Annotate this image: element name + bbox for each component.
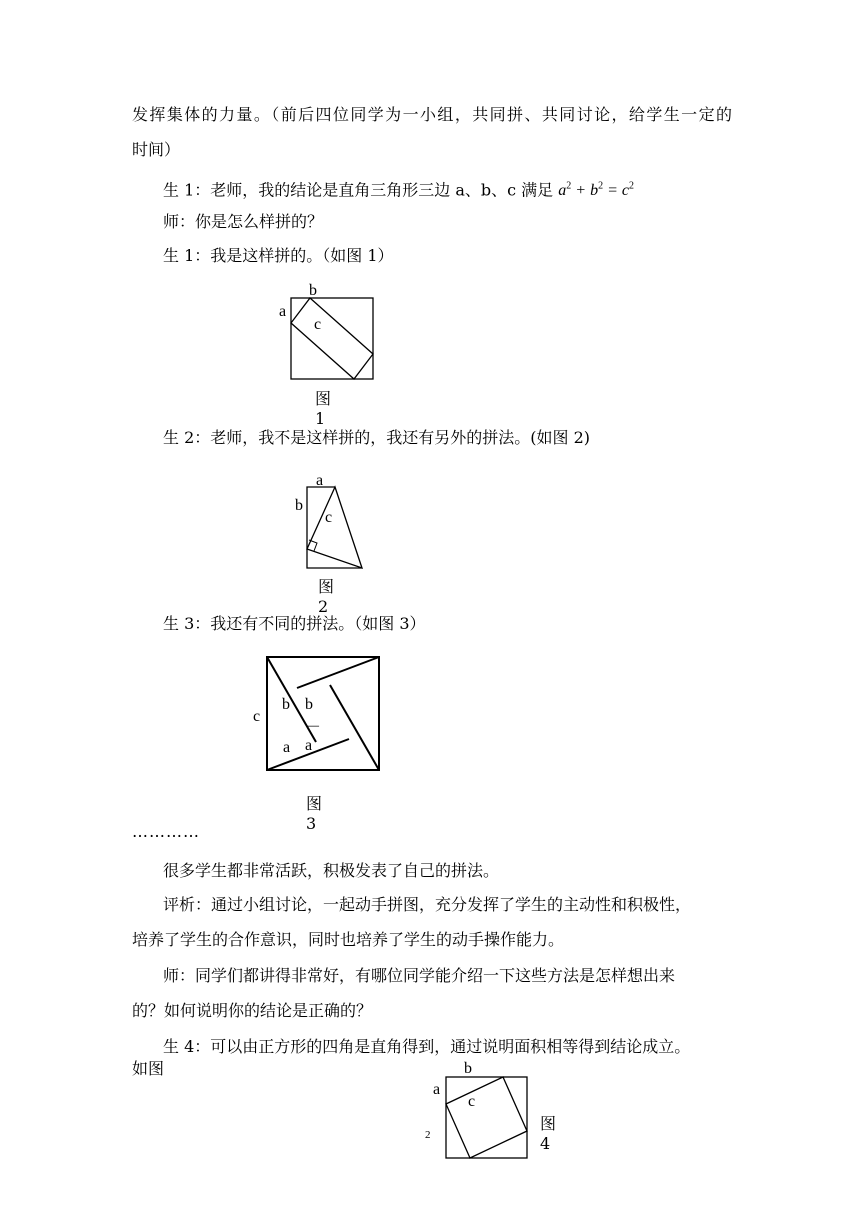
student4-statement: 生 4：可以由正方形的四角是直角得到，通过说明面积相等得到结论成立。 — [163, 1037, 691, 1056]
figure-3-label-b: b — [282, 696, 290, 713]
figure-4-label-a: a — [433, 1081, 441, 1098]
paragraph-line: 发挥集体的力量。（前后四位同学为一小组，共同拼、共同讨论，给学生一定的 — [132, 105, 732, 124]
figure-3-label-a: a — [283, 739, 291, 756]
figure-3-caption: 图 3 — [306, 794, 323, 833]
figure-1-label-c: c — [314, 316, 322, 333]
student1-answer: 生 1：我是这样拼的。（如图 1） — [163, 246, 394, 265]
figure-2-label-a: a — [316, 472, 324, 489]
ellipsis: ………… — [132, 822, 200, 841]
student4-statement: 如图 — [132, 1059, 165, 1078]
teacher-question-2: 的？如何说明你的结论是正确的？ — [132, 1001, 373, 1020]
figure-2-label-b: b — [295, 497, 303, 514]
teacher-question: 师：你是怎么样拼的？ — [163, 212, 324, 231]
comment-line: 评析：通过小组讨论，一起动手拼图，充分发挥了学生的主动性和积极性， — [163, 895, 692, 914]
figure-3-label-b-minus-a: b－a — [305, 696, 322, 754]
figure-1-label-b: b — [309, 282, 317, 299]
figure-3-label-c: c — [253, 708, 261, 725]
student3-statement: 生 3：我还有不同的拼法。（如图 3） — [163, 614, 426, 633]
teacher-question-2: 师：同学们都讲得非常好，有哪位同学能介绍一下这些方法是怎样想出来 — [163, 966, 676, 985]
figure-2-caption: 图 2 — [318, 577, 335, 616]
page-number: 2 — [425, 1129, 431, 1141]
paragraph-many-students: 很多学生都非常活跃，积极发表了自己的拼法。 — [163, 861, 500, 880]
student1-prefix: 生 1：老师，我的结论是直角三角形三边 a、b、c 满足 — [163, 180, 554, 200]
figure-4-caption: 图 4 — [540, 1114, 557, 1153]
figure-2-label-c: c — [325, 509, 333, 526]
comment-line: 培养了学生的合作意识，同时也培养了学生的动手操作能力。 — [132, 930, 565, 949]
figure-1-label-a: a — [279, 303, 287, 320]
figure-4-label-c: c — [468, 1093, 476, 1110]
pythagorean-formula: $a^2 + b^2 = c^2$ — [558, 181, 634, 200]
figure-1-caption: 图 1 — [315, 389, 332, 428]
student2-statement: 生 2：老师，我不是这样拼的，我还有另外的拼法。(如图 2) — [163, 428, 591, 447]
figure-4-label-b: b — [464, 1060, 472, 1077]
paragraph-line: 时间） — [132, 140, 181, 159]
